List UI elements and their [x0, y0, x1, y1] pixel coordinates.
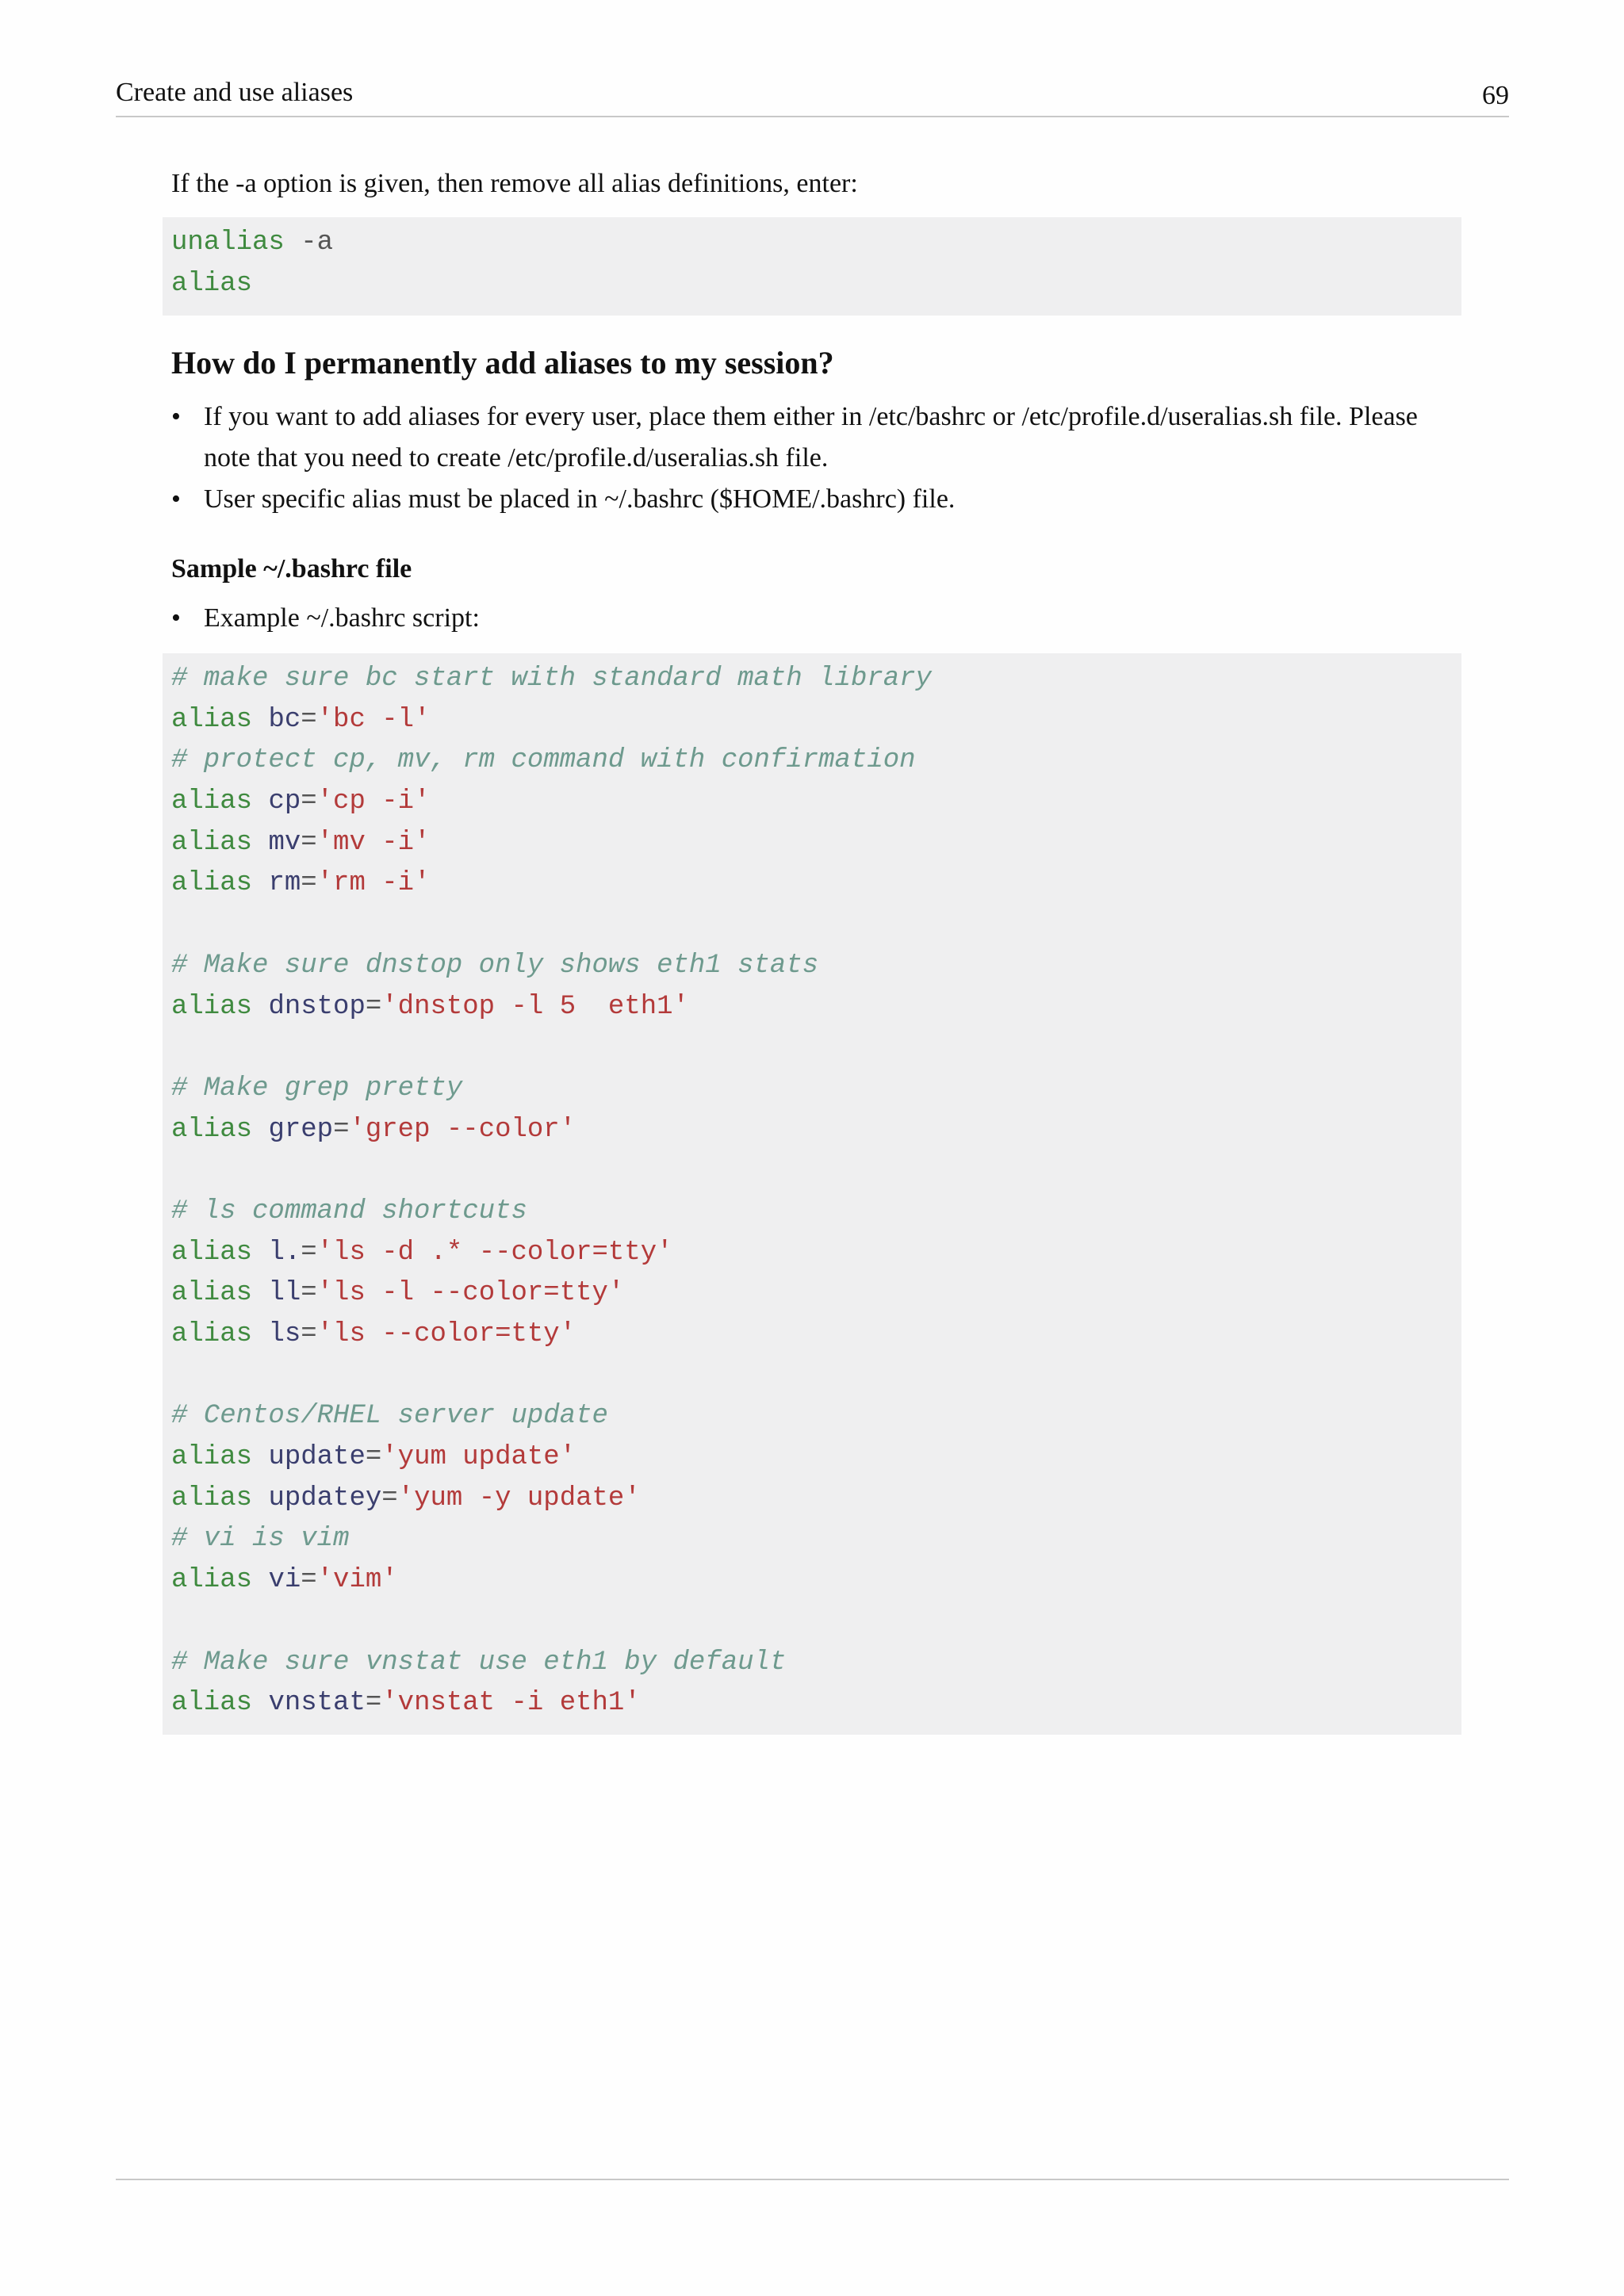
code-line	[171, 1027, 1461, 1069]
code-token: =	[365, 991, 382, 1022]
code-token: ls	[268, 1319, 301, 1349]
code-token: 'grep --color'	[349, 1114, 576, 1145]
code-line	[171, 946, 1461, 987]
code-token: alias	[171, 1442, 253, 1473]
code-token: grep	[268, 1114, 334, 1145]
code-line	[171, 1479, 1461, 1520]
code-token	[252, 828, 268, 858]
code-token: 'ls --color=tty'	[316, 1319, 576, 1349]
intro-paragraph: If the -a option is given, then remove all alias definitions, enter:	[171, 169, 858, 198]
code-line	[171, 905, 1461, 946]
code-line	[171, 987, 1461, 1028]
code-token: =	[301, 868, 317, 899]
code-token: rm	[268, 868, 301, 899]
code-line	[171, 1560, 1461, 1601]
code-token: 'vim'	[316, 1565, 398, 1596]
bullet-marker: •	[171, 603, 181, 633]
code-token: alias	[171, 268, 253, 299]
code-token: unalias	[171, 228, 285, 258]
code-token	[252, 1319, 268, 1349]
list-item-text: If you want to add aliases for every user, place them either in /etc/bashrc or /etc/profile.d/useralias.sh file. Please note that you need to create /etc/profile.d/useralias.sh file.	[204, 402, 1418, 473]
code-token	[252, 1483, 268, 1513]
code-token: alias	[171, 991, 253, 1022]
code-line	[171, 863, 1461, 905]
code-token	[252, 1688, 268, 1718]
code-token: # Make sure vnstat use eth1 by default	[171, 1647, 787, 1678]
code-token: 'mv -i'	[316, 827, 431, 858]
code-line	[171, 1643, 1461, 1684]
code-line	[171, 823, 1461, 864]
code-token: =	[381, 1483, 398, 1513]
list-item	[171, 396, 1464, 479]
list-item	[171, 479, 1464, 520]
code-token	[252, 1442, 268, 1472]
code-token: vi	[268, 1565, 301, 1596]
code-line	[171, 1519, 1461, 1560]
code-token: 'ls -d .* --color=tty'	[316, 1237, 673, 1268]
code-block-bashrc	[163, 653, 1461, 1735]
footer-rule	[116, 2179, 1509, 2180]
code-token: 'yum -y update'	[397, 1483, 641, 1513]
code-line	[171, 1150, 1461, 1192]
code-token: alias	[171, 1483, 253, 1513]
code-token: alias	[171, 1114, 253, 1145]
bullet-marker: •	[171, 402, 181, 431]
code-token: # make sure bc start with standard math library	[171, 664, 932, 694]
code-token: alias	[171, 1688, 253, 1719]
code-token: alias	[171, 827, 253, 858]
code-token: 'dnstop -l 5 eth1'	[381, 991, 689, 1022]
code-line	[171, 1356, 1461, 1397]
code-line	[171, 1069, 1461, 1110]
code-token: alias	[171, 786, 253, 817]
code-token	[252, 1278, 268, 1308]
code-token: # ls command shortcuts	[171, 1196, 527, 1226]
code-token: ll	[268, 1278, 301, 1309]
code-token: =	[365, 1442, 382, 1473]
code-token: l.	[268, 1237, 301, 1268]
running-title: Create and use aliases	[116, 78, 354, 107]
code-line	[171, 1192, 1461, 1233]
code-line	[171, 1110, 1461, 1151]
code-token: 'yum update'	[381, 1442, 576, 1473]
code-token: # Make sure dnstop only shows eth1 stats	[171, 950, 819, 981]
code-line	[171, 223, 1461, 264]
code-token: dnstop	[268, 991, 366, 1022]
code-token: mv	[268, 827, 301, 858]
bullet-marker: •	[171, 484, 181, 514]
code-token	[252, 1565, 268, 1595]
code-token: alias	[171, 1565, 253, 1596]
example-bullet-list	[171, 598, 1464, 639]
code-token: =	[301, 1565, 317, 1596]
code-token: 'vnstat -i eth1'	[381, 1688, 641, 1719]
code-line	[171, 659, 1461, 700]
page-number: 69	[1482, 81, 1509, 110]
code-token	[252, 1115, 268, 1145]
code-line	[171, 1314, 1461, 1356]
code-token: =	[301, 827, 317, 858]
bullet-list	[171, 396, 1464, 520]
list-item-text: User specific alias must be placed in ~/.bashrc ($HOME/.bashrc) file.	[204, 484, 956, 514]
subsection-heading: Sample ~/.bashrc file	[171, 554, 412, 584]
code-line	[171, 700, 1461, 741]
code-token: =	[301, 1319, 317, 1349]
code-token	[252, 1238, 268, 1268]
page-header	[116, 76, 1509, 117]
section-heading: How do I permanently add aliases to my session?	[171, 345, 834, 381]
code-token: 'cp -i'	[316, 786, 431, 817]
list-item	[171, 598, 1464, 639]
code-block-unalias	[163, 217, 1461, 316]
code-token: 'bc -l'	[316, 704, 431, 735]
code-line	[171, 1396, 1461, 1437]
code-token	[252, 992, 268, 1022]
code-token: updatey	[268, 1483, 382, 1513]
code-token: # vi is vim	[171, 1524, 350, 1555]
code-token: =	[301, 1278, 317, 1309]
code-token: vnstat	[268, 1688, 366, 1719]
code-token: alias	[171, 1319, 253, 1349]
code-line	[171, 1683, 1461, 1724]
code-line	[171, 264, 1461, 305]
code-token: =	[365, 1688, 382, 1719]
code-token: alias	[171, 704, 253, 735]
code-line	[171, 1437, 1461, 1479]
code-token: =	[333, 1114, 350, 1145]
code-token: # Make grep pretty	[171, 1073, 463, 1104]
code-token: alias	[171, 1278, 253, 1309]
code-token: alias	[171, 1237, 253, 1268]
code-line	[171, 782, 1461, 823]
code-token: =	[301, 704, 317, 735]
code-token	[252, 868, 268, 898]
code-line	[171, 740, 1461, 782]
page-content	[171, 163, 1464, 1735]
code-token	[252, 786, 268, 817]
code-token: cp	[268, 786, 301, 817]
code-token	[252, 705, 268, 735]
code-token: 'rm -i'	[316, 868, 431, 899]
code-line	[171, 1233, 1461, 1274]
code-token: 'ls -l --color=tty'	[316, 1278, 625, 1309]
code-token: # Centos/RHEL server update	[171, 1401, 608, 1432]
code-token: # protect cp, mv, rm command with confirmation	[171, 745, 916, 776]
code-token: alias	[171, 868, 253, 899]
code-token: =	[301, 786, 317, 817]
code-line	[171, 1601, 1461, 1643]
code-token: bc	[268, 704, 301, 735]
code-token: =	[301, 1237, 317, 1268]
code-line	[171, 1273, 1461, 1314]
list-item-text: Example ~/.bashrc script:	[204, 603, 480, 633]
code-token: -a	[284, 228, 334, 258]
code-token: update	[268, 1442, 366, 1473]
